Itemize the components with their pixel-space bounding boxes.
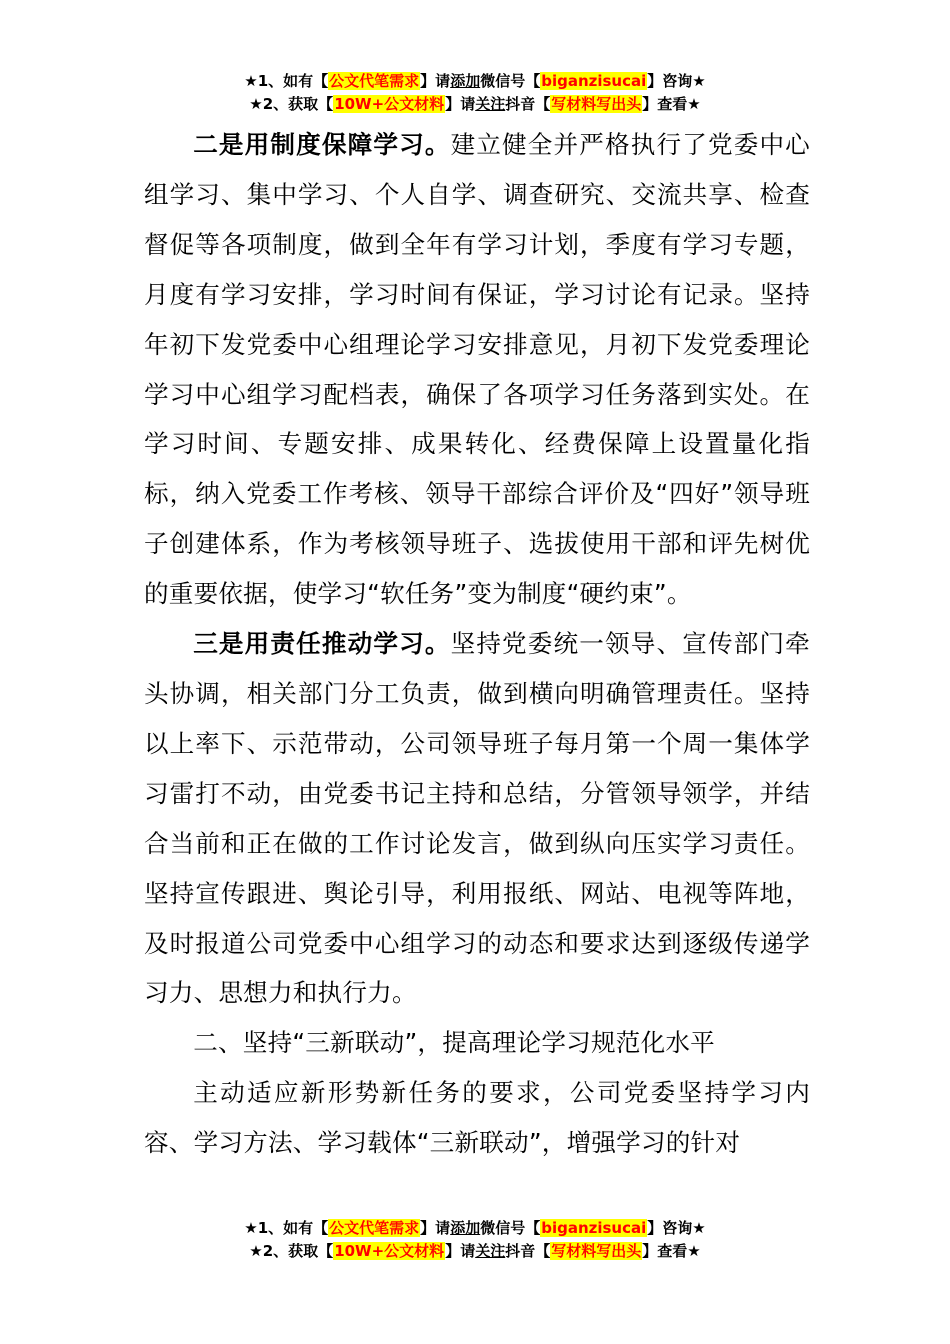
paragraph-text: 主动适应新形势新任务的要求，公司党委坚持学习内容、学习方法、学习载体“三新联动”，增强学习的针对 — [144, 1078, 810, 1158]
paragraph-lead: 二是用制度保障学习。 — [193, 130, 451, 159]
banner-text: 抖音【 — [505, 95, 551, 113]
banner-text: 】咨询★ — [647, 1219, 706, 1237]
paragraph — [144, 619, 810, 1018]
paragraph — [144, 120, 810, 619]
section-heading — [144, 1018, 810, 1068]
banner-text: ★1、如有【 — [244, 72, 329, 90]
banner-text: 】请 — [445, 1242, 476, 1260]
footer-banner — [0, 1217, 950, 1263]
paragraph-lead: 三是用责任推动学习。 — [193, 629, 451, 659]
banner-text: ★1、如有【 — [244, 1219, 329, 1237]
banner-line-1 — [0, 1217, 950, 1240]
banner-underline: 关注 — [475, 1242, 506, 1260]
banner-highlight: biganzisucai — [541, 72, 647, 90]
paragraph — [144, 1068, 810, 1168]
section-heading-text: 二、坚持“三新联动”，提高理论学习规范化水平 — [193, 1028, 715, 1058]
banner-highlight: 写材料写出头 — [551, 1242, 642, 1260]
paragraph-text: 建立健全并严格执行了党委中心组学习、集中学习、个人自学、调查研究、交流共享、检查督促等各项制度，做到全年有学习计划，季度有学习专题，月度有学习安排，学习时间有保证，学习讨论有记录。坚持年初下发党委中心组理论学习安排意见，月初下发党委理论学习中心组学习配档表，确保了各项学习任务落到实处。在学习时间、专题安排、成果转化、经费保障上设置量化指标，纳入党委工作考核、领导干部综合评价及“四好”领导班子创建体系，作为考核领导班子、选拔使用干部和评先树优的重要依据，使学习“软任务”变为制度“硬约束”。 — [144, 130, 810, 609]
banner-text: 】咨询★ — [647, 72, 706, 90]
banner-text: ★2、获取【 — [249, 95, 334, 113]
banner-text: 】请 — [420, 72, 451, 90]
banner-text: 微信号【 — [480, 72, 541, 90]
banner-underline: 添加 — [450, 1219, 481, 1237]
banner-text: 抖音【 — [505, 1242, 551, 1260]
document-body — [144, 120, 810, 1168]
banner-highlight: 公文代笔需求 — [329, 72, 420, 90]
banner-highlight: 10W+公文材料 — [334, 1242, 445, 1260]
banner-highlight: 公文代笔需求 — [329, 1219, 420, 1237]
paragraph-text: 坚持党委统一领导、宣传部门牵头协调，相关部门分工负责，做到横向明确管理责任。坚持以上率下、示范带动，公司领导班子每月第一个周一集体学习雷打不动，由党委书记主持和总结，分管领导领学，并结合当前和正在做的工作讨论发言，做到纵向压实学习责任。坚持宣传跟进、舆论引导，利用报纸、网站、电视等阵地，及时报道公司党委中心组学习的动态和要求达到逐级传递学习力、思想力和执行力。 — [144, 629, 810, 1008]
banner-line-2 — [0, 1240, 950, 1263]
banner-line-1 — [0, 70, 950, 93]
banner-underline: 添加 — [450, 72, 481, 90]
banner-text: 】查看★ — [642, 1242, 701, 1260]
banner-highlight: biganzisucai — [541, 1219, 647, 1237]
banner-text: 微信号【 — [480, 1219, 541, 1237]
banner-line-2 — [0, 93, 950, 116]
header-banner — [0, 70, 950, 116]
banner-text: 】请 — [445, 95, 476, 113]
banner-text: 】请 — [420, 1219, 451, 1237]
banner-highlight: 写材料写出头 — [551, 95, 642, 113]
banner-text: 】查看★ — [642, 95, 701, 113]
banner-highlight: 10W+公文材料 — [334, 95, 445, 113]
banner-text: ★2、获取【 — [249, 1242, 334, 1260]
banner-underline: 关注 — [475, 95, 506, 113]
